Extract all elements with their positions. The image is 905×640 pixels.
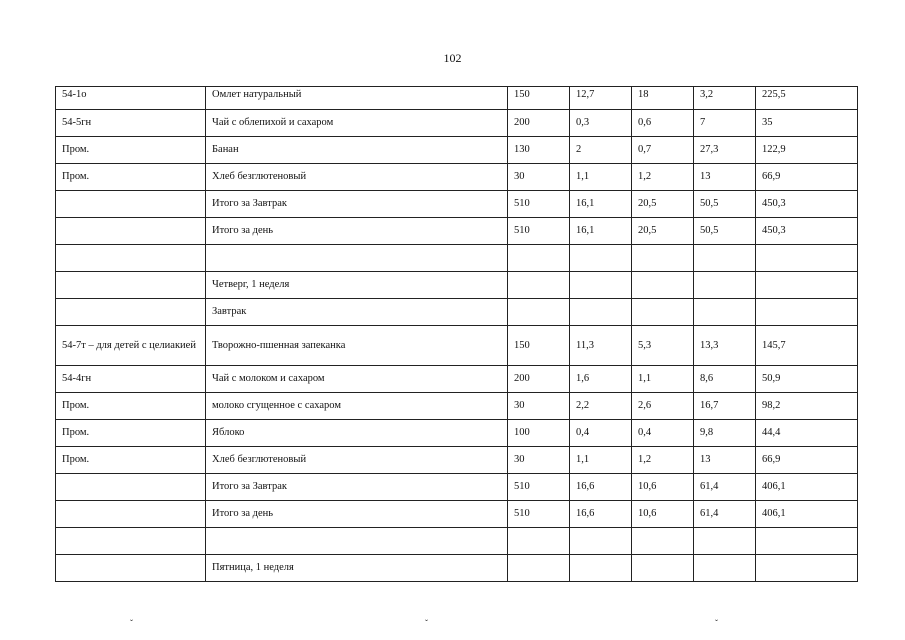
- portion-mass-cell: [508, 299, 570, 326]
- fat-cell: 1,2: [632, 164, 694, 191]
- menu-table: [55, 86, 858, 582]
- energy-kcal-cell: 145,7: [756, 326, 858, 366]
- energy-kcal-cell: 450,3: [756, 218, 858, 245]
- fat-cell: [632, 299, 694, 326]
- protein-cell: [570, 299, 632, 326]
- table-row: [56, 272, 858, 299]
- dish-name-cell: Итого за Завтрак: [206, 474, 508, 501]
- dish-name-cell: Четверг, 1 неделя: [206, 272, 508, 299]
- energy-kcal-cell: 35: [756, 110, 858, 137]
- scan-mark: ˇ: [715, 618, 718, 628]
- dish-name-cell: Яблоко: [206, 420, 508, 447]
- row-code-cell: [56, 299, 206, 326]
- row-code-cell: [56, 555, 206, 582]
- portion-mass-cell: [508, 555, 570, 582]
- fat-cell: 5,3: [632, 326, 694, 366]
- portion-mass-cell: 130: [508, 137, 570, 164]
- table-row: [56, 110, 858, 137]
- protein-cell: 0,4: [570, 420, 632, 447]
- energy-kcal-cell: 50,9: [756, 366, 858, 393]
- energy-kcal-cell: 44,4: [756, 420, 858, 447]
- carbs-cell: 3,2: [694, 87, 756, 110]
- table-row: [56, 137, 858, 164]
- row-code-cell: 54-7т – для детей с целиакией: [56, 326, 206, 366]
- fat-cell: 10,6: [632, 474, 694, 501]
- energy-kcal-cell: 406,1: [756, 474, 858, 501]
- fat-cell: 18: [632, 87, 694, 110]
- row-code-cell: 54-4гн: [56, 366, 206, 393]
- row-code-cell: [56, 218, 206, 245]
- energy-kcal-cell: 225,5: [756, 87, 858, 110]
- table-row: [56, 218, 858, 245]
- portion-mass-cell: 510: [508, 191, 570, 218]
- protein-cell: 2: [570, 137, 632, 164]
- protein-cell: 16,6: [570, 474, 632, 501]
- scan-mark: ˇ: [130, 618, 133, 628]
- dish-name-cell: Итого за день: [206, 501, 508, 528]
- protein-cell: 1,1: [570, 447, 632, 474]
- carbs-cell: 61,4: [694, 474, 756, 501]
- carbs-cell: 50,5: [694, 218, 756, 245]
- fat-cell: 2,6: [632, 393, 694, 420]
- row-code-cell: [56, 245, 206, 272]
- portion-mass-cell: 150: [508, 326, 570, 366]
- dish-name-cell: Итого за Завтрак: [206, 191, 508, 218]
- table-row: [56, 420, 858, 447]
- carbs-cell: [694, 555, 756, 582]
- protein-cell: 1,6: [570, 366, 632, 393]
- energy-kcal-cell: 66,9: [756, 447, 858, 474]
- energy-kcal-cell: 406,1: [756, 501, 858, 528]
- table-row: [56, 447, 858, 474]
- fat-cell: 1,1: [632, 366, 694, 393]
- dish-name-cell: молоко сгущенное с сахаром: [206, 393, 508, 420]
- row-code-cell: [56, 272, 206, 299]
- energy-kcal-cell: 66,9: [756, 164, 858, 191]
- energy-kcal-cell: [756, 272, 858, 299]
- page-number: 102: [443, 51, 462, 65]
- carbs-cell: 27,3: [694, 137, 756, 164]
- portion-mass-cell: [508, 272, 570, 299]
- fat-cell: 20,5: [632, 218, 694, 245]
- row-code-cell: [56, 528, 206, 555]
- carbs-cell: 7: [694, 110, 756, 137]
- fat-cell: 10,6: [632, 501, 694, 528]
- protein-cell: 0,3: [570, 110, 632, 137]
- carbs-cell: 8,6: [694, 366, 756, 393]
- energy-kcal-cell: 122,9: [756, 137, 858, 164]
- carbs-cell: [694, 299, 756, 326]
- protein-cell: [570, 555, 632, 582]
- fat-cell: [632, 245, 694, 272]
- protein-cell: 2,2: [570, 393, 632, 420]
- carbs-cell: 13: [694, 164, 756, 191]
- energy-kcal-cell: 450,3: [756, 191, 858, 218]
- energy-kcal-cell: 98,2: [756, 393, 858, 420]
- dish-name-cell: Хлеб безглютеновый: [206, 164, 508, 191]
- portion-mass-cell: 30: [508, 164, 570, 191]
- fat-cell: [632, 555, 694, 582]
- carbs-cell: 50,5: [694, 191, 756, 218]
- fat-cell: 0,4: [632, 420, 694, 447]
- energy-kcal-cell: [756, 555, 858, 582]
- energy-kcal-cell: [756, 245, 858, 272]
- dish-name-cell: Омлет натуральный: [206, 87, 508, 110]
- dish-name-cell: Хлеб безглютеновый: [206, 447, 508, 474]
- protein-cell: 16,6: [570, 501, 632, 528]
- dish-name-cell: [206, 528, 508, 555]
- fat-cell: [632, 272, 694, 299]
- carbs-cell: 13: [694, 447, 756, 474]
- carbs-cell: 13,3: [694, 326, 756, 366]
- table-row: [56, 528, 858, 555]
- protein-cell: [570, 528, 632, 555]
- table-row: [56, 366, 858, 393]
- protein-cell: 11,3: [570, 326, 632, 366]
- table-row: [56, 326, 858, 366]
- portion-mass-cell: 200: [508, 110, 570, 137]
- table-row: [56, 393, 858, 420]
- portion-mass-cell: 100: [508, 420, 570, 447]
- table-row: [56, 164, 858, 191]
- portion-mass-cell: 510: [508, 501, 570, 528]
- portion-mass-cell: 150: [508, 87, 570, 110]
- energy-kcal-cell: [756, 299, 858, 326]
- dish-name-cell: Чай с облепихой и сахаром: [206, 110, 508, 137]
- row-code-cell: Пром.: [56, 420, 206, 447]
- portion-mass-cell: 510: [508, 218, 570, 245]
- portion-mass-cell: 30: [508, 447, 570, 474]
- protein-cell: [570, 245, 632, 272]
- protein-cell: 1,1: [570, 164, 632, 191]
- carbs-cell: [694, 245, 756, 272]
- fat-cell: 0,7: [632, 137, 694, 164]
- row-code-cell: [56, 501, 206, 528]
- dish-name-cell: [206, 245, 508, 272]
- table-row: [56, 555, 858, 582]
- fat-cell: 0,6: [632, 110, 694, 137]
- portion-mass-cell: 200: [508, 366, 570, 393]
- table-row: [56, 501, 858, 528]
- fat-cell: 1,2: [632, 447, 694, 474]
- row-code-cell: Пром.: [56, 393, 206, 420]
- portion-mass-cell: 30: [508, 393, 570, 420]
- portion-mass-cell: [508, 528, 570, 555]
- protein-cell: 16,1: [570, 218, 632, 245]
- portion-mass-cell: 510: [508, 474, 570, 501]
- table-row: [56, 474, 858, 501]
- dish-name-cell: Чай с молоком и сахаром: [206, 366, 508, 393]
- row-code-cell: [56, 191, 206, 218]
- dish-name-cell: Творожно-пшенная запеканка: [206, 326, 508, 366]
- protein-cell: 16,1: [570, 191, 632, 218]
- table-row: [56, 191, 858, 218]
- row-code-cell: Пром.: [56, 447, 206, 474]
- dish-name-cell: Итого за день: [206, 218, 508, 245]
- energy-kcal-cell: [756, 528, 858, 555]
- table-row: [56, 245, 858, 272]
- scan-mark: ˇ: [425, 618, 428, 628]
- carbs-cell: [694, 272, 756, 299]
- dish-name-cell: Банан: [206, 137, 508, 164]
- menu-table-body: [56, 87, 858, 582]
- row-code-cell: Пром.: [56, 164, 206, 191]
- carbs-cell: 61,4: [694, 501, 756, 528]
- carbs-cell: 9,8: [694, 420, 756, 447]
- dish-name-cell: Завтрак: [206, 299, 508, 326]
- table-row: [56, 87, 858, 110]
- table-row: [56, 299, 858, 326]
- carbs-cell: [694, 528, 756, 555]
- row-code-cell: 54-1о: [56, 87, 206, 110]
- carbs-cell: 16,7: [694, 393, 756, 420]
- protein-cell: [570, 272, 632, 299]
- fat-cell: [632, 528, 694, 555]
- dish-name-cell: Пятница, 1 неделя: [206, 555, 508, 582]
- row-code-cell: [56, 474, 206, 501]
- row-code-cell: Пром.: [56, 137, 206, 164]
- row-code-cell: 54-5гн: [56, 110, 206, 137]
- portion-mass-cell: [508, 245, 570, 272]
- fat-cell: 20,5: [632, 191, 694, 218]
- protein-cell: 12,7: [570, 87, 632, 110]
